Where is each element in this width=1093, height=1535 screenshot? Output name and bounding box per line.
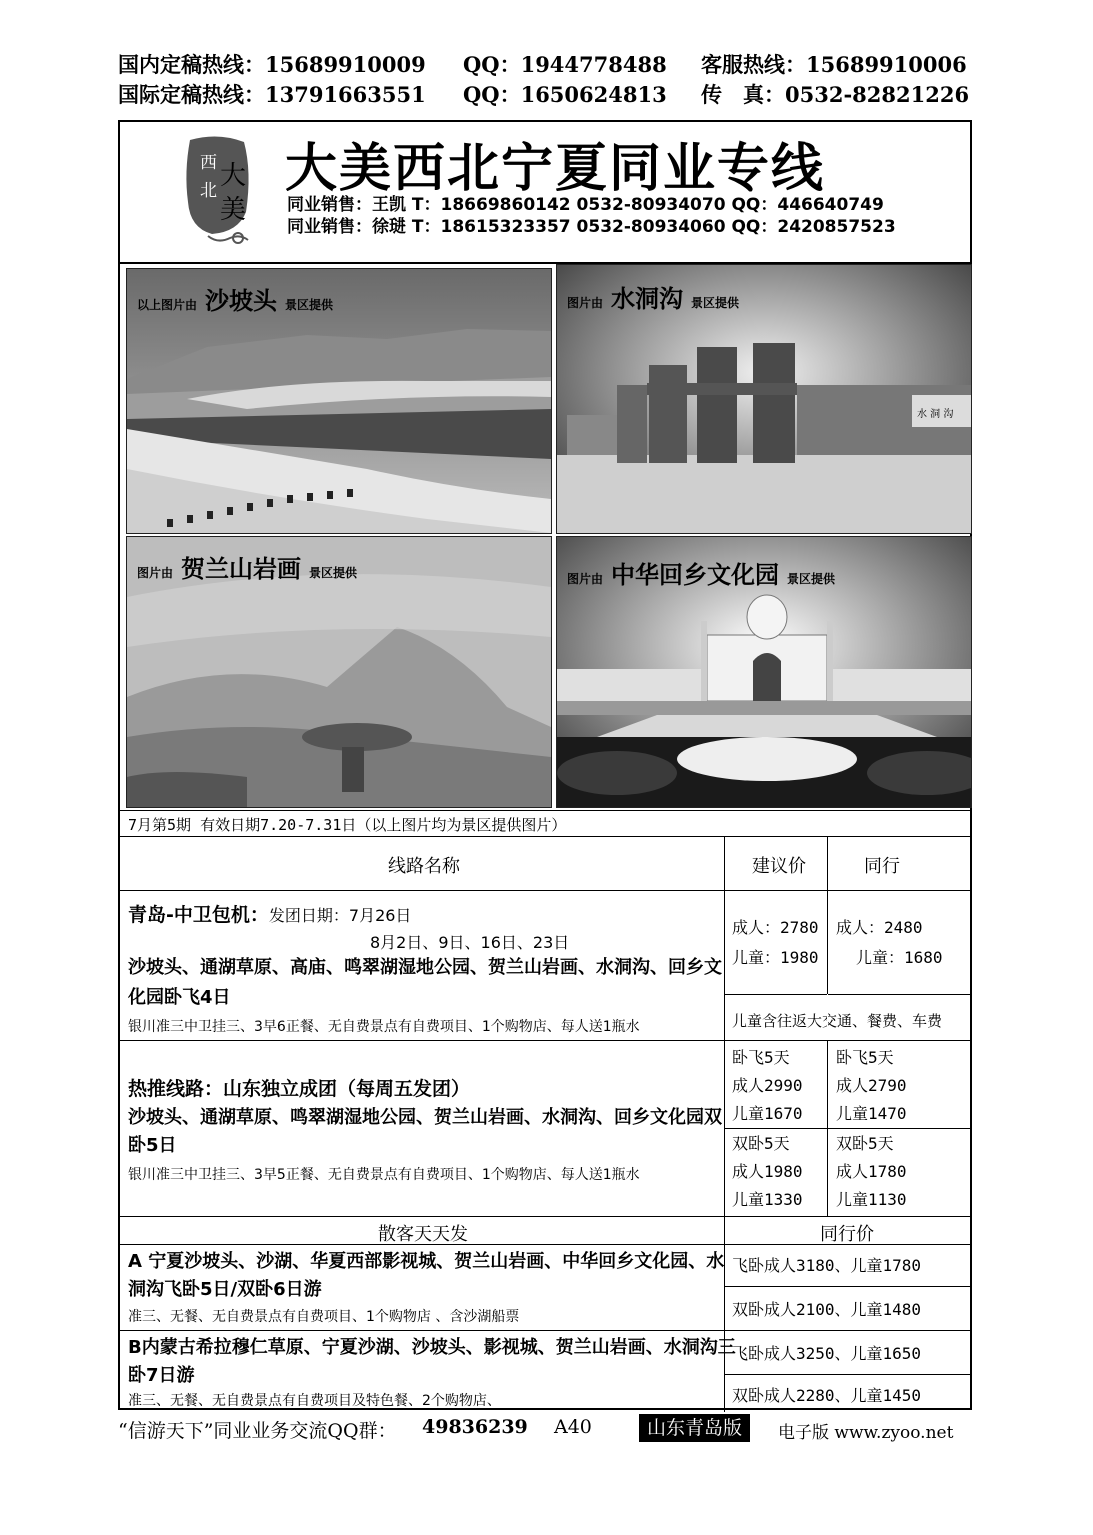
domestic-hotline: 国内定稿热线：15689910009 (118, 52, 426, 77)
route1-suggested-adult: 成人：2780 (732, 918, 819, 937)
ad-box (118, 120, 972, 1410)
route2-fly-label-a: 卧飞5天 (732, 1048, 790, 1067)
photo-shuidonggou (556, 264, 972, 534)
route2-title: 热推线路：山东独立成团（每周五发团） (128, 1078, 471, 1100)
daily-b-body-2: 卧7日游 (128, 1365, 195, 1386)
route1-body-2: 化园卧飞4日 (128, 987, 231, 1008)
daily-a-bottom (120, 1330, 970, 1331)
edition-badge: 山东青岛版 (639, 1414, 750, 1442)
footer-website[interactable]: 电子版 www.zyoo.net (778, 1423, 954, 1443)
route1-child-note: 儿童含往返大交通、餐费、车费 (732, 1012, 943, 1030)
page-footer (118, 1414, 978, 1444)
route2-fly-adult-b: 成人2790 (836, 1076, 907, 1095)
daily-a-price-2: 双卧成人2100、儿童1480 (732, 1300, 922, 1319)
route2-col-divider (827, 1040, 828, 1216)
daily-b-price-1: 飞卧成人3250、儿童1650 (732, 1344, 922, 1363)
route2-sleeper-adult-b: 成人1780 (836, 1162, 907, 1181)
route1-note: 银川准三中卫挂三、3早6正餐、无自费景点有自费项目、1个购物店、每人送1瓶水 (128, 1019, 640, 1035)
photo-huixiang (556, 536, 972, 808)
sales-contact-2: 同业销售：徐琎 T：18615323357 0532-80934060 QQ：2420857523 (287, 217, 896, 237)
route2-sleeper-label-a: 双卧5天 (732, 1134, 790, 1153)
route1-body-1: 沙坡头、通湖草原、高庙、鸣翠湖湿地公园、贺兰山岩画、水洞沟、回乡文 (128, 957, 722, 978)
footer-group-number: 49836239 (422, 1416, 528, 1438)
row2-bottom (120, 1216, 970, 1217)
route1-price-divider (724, 994, 970, 995)
daily-a-body-2: 洞沟飞卧5日/双卧6日游 (128, 1279, 322, 1300)
route2-body-1: 沙坡头、通湖草原、鸣翠湖湿地公园、贺兰山岩画、水洞沟、回乡文化园双 (128, 1107, 722, 1128)
route2-fly-label-b: 卧飞5天 (836, 1048, 894, 1067)
route2-sleeper-adult-a: 成人1980 (732, 1162, 803, 1181)
international-qq: QQ：1650624813 (463, 82, 667, 107)
route2-body-2: 卧5日 (128, 1135, 177, 1156)
daily-b-price-divider (724, 1374, 970, 1375)
caption-shapotou: 以上图片由 沙坡头 景区提供 (137, 287, 334, 315)
daily-header: 散客天天发 (378, 1224, 468, 1245)
hotlines (118, 50, 978, 110)
row1-bottom (120, 1040, 970, 1041)
route2-sleeper-label-b: 双卧5天 (836, 1134, 894, 1153)
route2-fly-child-a: 儿童1670 (732, 1104, 803, 1123)
table-col-divider-1 (724, 836, 725, 1412)
photo-shapotou (126, 268, 552, 534)
footer-group: “信游天下”同业业务交流QQ群： (118, 1420, 397, 1442)
route2-fly-adult-a: 成人2990 (732, 1076, 803, 1095)
daily-price-header: 同行价 (820, 1224, 874, 1245)
daily-a-price-divider (724, 1286, 970, 1287)
photo-helanshan (126, 536, 552, 808)
route1-peer-adult: 成人：2480 (836, 918, 923, 937)
caption-shuidonggou: 图片由 水洞沟 景区提供 (567, 285, 740, 313)
daily-b-price-2: 双卧成人2280、儿童1450 (732, 1386, 922, 1405)
route1-suggested-child: 儿童：1980 (732, 948, 819, 967)
route2-sleeper-child-b: 儿童1130 (836, 1190, 907, 1209)
ad-header (120, 122, 970, 264)
table-top-line (120, 836, 970, 837)
route1-dates-2: 8月2日、9日、16日、23日 (370, 933, 570, 952)
caption-huixiang: 图片由 中华回乡文化园 景区提供 (567, 561, 836, 589)
daily-a-price-1: 飞卧成人3180、儿童1780 (732, 1256, 922, 1275)
route2-price-divider (724, 1128, 970, 1129)
fax-number: 传 真：0532-82821226 (701, 82, 970, 107)
route2-note: 银川准三中卫挂三、3早5正餐、无自费景点有自费项目、1个购物店、每人送1瓶水 (128, 1167, 640, 1183)
international-hotline: 国际定稿热线：13791663551 (118, 82, 426, 107)
hotline-row-1 (118, 50, 978, 80)
daily-header-divider (120, 1244, 970, 1245)
header-peer: 同行 (864, 856, 900, 877)
page-title: 大美西北宁夏同业专线 (285, 139, 826, 199)
footer-page-number: A40 (554, 1416, 592, 1438)
daily-a-body-1: A 宁夏沙坡头、沙湖、华夏西部影视城、贺兰山岩画、中华回乡文化园、水 (128, 1251, 725, 1272)
service-hotline: 客服热线：15689910006 (701, 52, 967, 77)
caption-helanshan: 图片由 贺兰山岩画 景区提供 (137, 555, 358, 583)
route1-title-line (128, 900, 411, 927)
header-suggested: 建议价 (752, 856, 806, 877)
header-divider (120, 890, 970, 891)
route2-fly-child-b: 儿童1470 (836, 1104, 907, 1123)
route1-title: 青岛-中卫包机： (128, 904, 269, 926)
daily-b-note: 准三、无餐、无自费景点有自费项目及特色餐、2个购物店、 (128, 1393, 501, 1409)
logo-icon (178, 132, 258, 247)
logo-char-1: 西 (200, 153, 217, 173)
sales-contact-1: 同业销售：王凯 T：18669860142 0532-80934070 QQ：446640749 (287, 195, 884, 215)
logo-char-2: 北 (200, 181, 217, 201)
daily-a-note: 准三、无餐、无自费景点有自费项目、1个购物店 、含沙湖船票 (128, 1309, 520, 1325)
hotline-row-2 (118, 80, 978, 110)
photo-divider (120, 810, 970, 811)
route1-cover (827, 994, 828, 1042)
daily-b-body-1: B内蒙古希拉穆仁草原、宁夏沙湖、沙坡头、影视城、贺兰山岩画、水洞沟三 (128, 1337, 736, 1358)
issue-period: 7月第5期 有效日期7.20-7.31日（以上图片均为景区提供图片） (128, 816, 567, 834)
route2-sleeper-child-a: 儿童1330 (732, 1190, 803, 1209)
header-route: 线路名称 (388, 856, 460, 877)
domestic-qq: QQ：1944778488 (463, 52, 667, 77)
route1-dates: 发团日期：7月26日 (268, 906, 412, 925)
route1-peer-child: 儿童：1680 (856, 948, 943, 967)
logo-char-3: 大 (220, 161, 247, 191)
logo-char-4: 美 (220, 195, 247, 225)
shuidonggou-sign: 水 洞 沟 (917, 409, 954, 420)
